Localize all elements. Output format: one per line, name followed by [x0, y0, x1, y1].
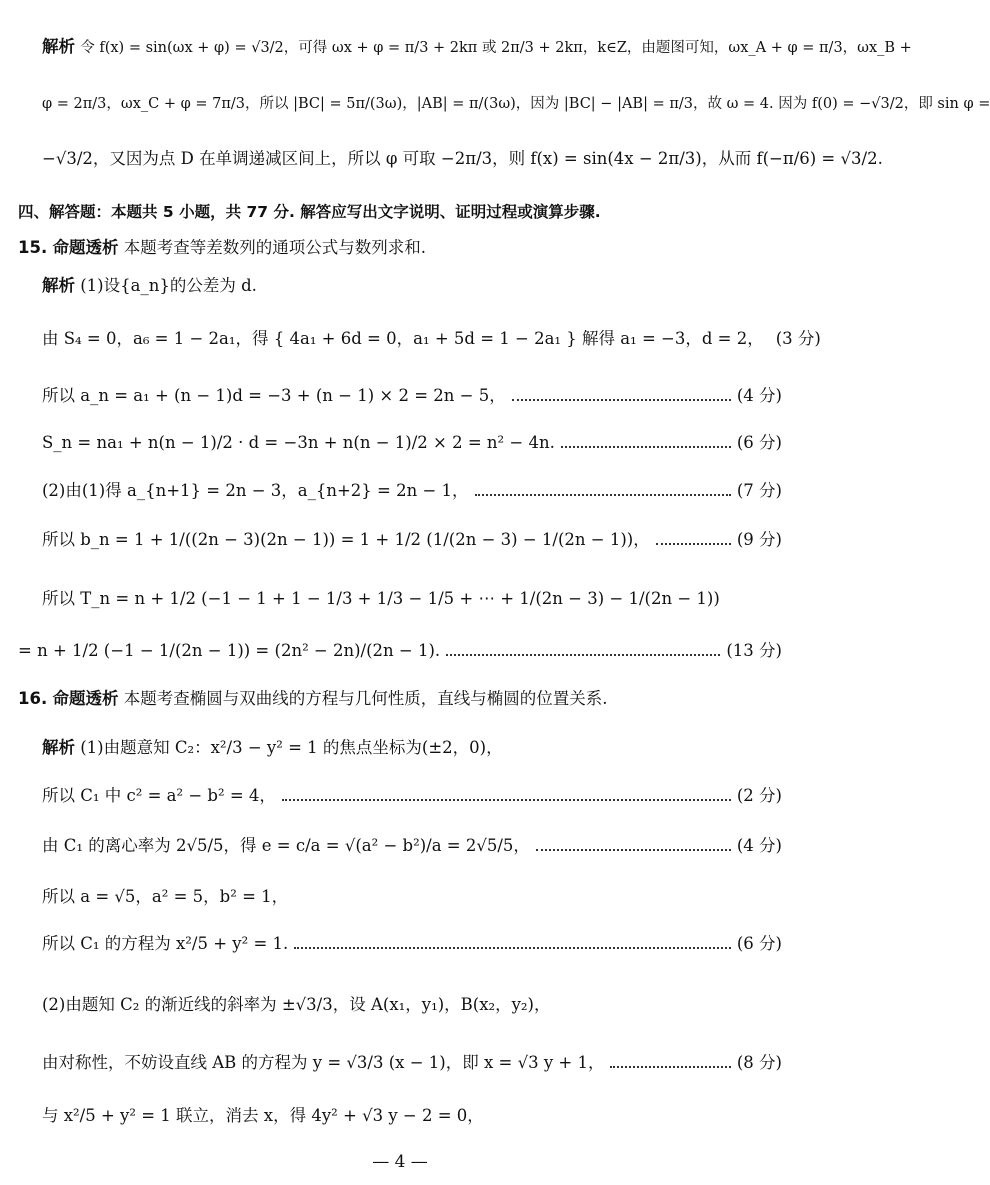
leader-dots	[561, 446, 731, 448]
q15-step-6	[42, 529, 782, 551]
q16-step-8-text: 与 x²/5 + y² = 1 联立，消去 x，得 4y² + √3 y − 2 = 0，	[42, 1106, 484, 1125]
q15-step-8-score: (13 分)	[726, 641, 782, 660]
leader-dots	[446, 654, 720, 656]
q15-step-6-score: (9 分)	[736, 530, 782, 549]
q15-step-7-text: 所以 T_n = n + 1/2 (−1 − 1 + 1 − 1/3 + 1/3 − 1/5 + ⋯ + 1/(2n − 3) − 1/(2n − 1))	[42, 589, 720, 608]
q15-step-2-score: (3 分)	[775, 329, 821, 348]
q16-jiexi-label: 解析	[42, 738, 75, 757]
q16-step-2-text: 所以 C₁ 中 c² = a² − b² = 4，	[42, 786, 276, 805]
leader-dots	[475, 494, 731, 496]
jiexi-label: 解析	[42, 37, 75, 56]
q15-step-4	[42, 432, 782, 454]
leader-dots	[536, 849, 731, 851]
q15-step-1	[42, 275, 782, 297]
section-heading-text: 四、解答题：本题共 5 小题，共 77 分. 解答应写出文字说明、证明过程或演算步骤.	[18, 203, 601, 221]
q16-tou-text: 本题考查椭圆与双曲线的方程与几何性质，直线与椭圆的位置关系.	[123, 689, 608, 708]
q16-step-5	[42, 933, 782, 955]
q15-step-8	[18, 640, 782, 662]
q15-step-5-score: (7 分)	[736, 481, 782, 500]
q16-step-2	[42, 785, 782, 807]
q15-step-2-text: 由 S₄ = 0，a₆ = 1 − 2a₁，得 { 4a₁ + 6d = 0，a₁ + 5d = 1 − 2a₁ } 解得 a₁ = −3，d = 2，	[42, 329, 764, 348]
q15-step-4-score: (6 分)	[736, 433, 782, 452]
q15-step-3	[42, 385, 782, 407]
p14-line-2	[42, 92, 990, 115]
q16-step-6	[42, 994, 782, 1016]
q15-step-7	[42, 588, 782, 610]
q16-step-4	[42, 886, 782, 908]
p14-text-3: −√3/2，又因为点 D 在单调递减区间上，所以 φ 可取 −2π/3，则 f(x) = sin(4x − 2π/3)，从而 f(−π/6) = √3/2.	[42, 149, 883, 168]
page-number: — 4 —	[372, 1152, 428, 1172]
leader-dots	[282, 799, 731, 801]
q15-step-4-text: S_n = na₁ + n(n − 1)/2 · d = −3n + n(n − 1)/2 × 2 = n² − 4n.	[42, 433, 555, 452]
q16-step-1	[42, 737, 782, 759]
leader-dots	[512, 399, 731, 401]
leader-dots	[656, 543, 731, 545]
q16-step-3	[42, 835, 782, 857]
q16-step-1-text: (1)由题意知 C₂：x²/3 − y² = 1 的焦点坐标为(±2，0)，	[80, 738, 503, 757]
p14-line-1	[42, 36, 912, 59]
q16-step-6-text: (2)由题知 C₂ 的渐近线的斜率为 ±√3/3，设 A(x₁，y₁)，B(x₂，y₂)，	[42, 995, 551, 1014]
p14-text-1: 令 f(x) = sin(ωx + φ) = √3/2，可得 ωx + φ = π/3 + 2kπ 或 2π/3 + 2kπ，k∈Z，由题图可知，ωx_A + φ = π/3，ωx_B +	[80, 40, 912, 56]
q15-tou-text: 本题考查等差数列的通项公式与数列求和.	[123, 238, 426, 257]
q16-step-5-score: (6 分)	[736, 934, 782, 953]
q15-step-6-text: 所以 b_n = 1 + 1/((2n − 3)(2n − 1)) = 1 + 1/2 (1/(2n − 3) − 1/(2n − 1))，	[42, 530, 650, 549]
q16-number: 16.	[18, 689, 48, 708]
q15-mingti-label: 命题透析	[52, 238, 119, 257]
q15-header	[18, 237, 782, 259]
q16-step-7-text: 由对称性，不妨设直线 AB 的方程为 y = √3/3 (x − 1)，即 x = √3 y + 1，	[42, 1053, 605, 1072]
q15-jiexi-label: 解析	[42, 276, 75, 295]
q15-step-5-text: (2)由(1)得 a_{n+1} = 2n − 3，a_{n+2} = 2n − 1，	[42, 481, 469, 500]
q15-step-2	[42, 328, 821, 350]
q15-step-5	[42, 480, 782, 502]
q16-step-3-score: (4 分)	[736, 836, 782, 855]
q16-header	[18, 688, 782, 710]
q15-step-1-text: (1)设{a_n}的公差为 d.	[80, 276, 257, 295]
q16-step-5-text: 所以 C₁ 的方程为 x²/5 + y² = 1.	[42, 934, 289, 953]
q16-step-4-text: 所以 a = √5，a² = 5，b² = 1，	[42, 887, 289, 906]
q16-step-8	[42, 1105, 782, 1127]
q16-step-7	[42, 1052, 782, 1074]
q15-step-3-score: (4 分)	[736, 386, 782, 405]
q16-step-3-text: 由 C₁ 的离心率为 2√5/5，得 e = c/a = √(a² − b²)/a = 2√5/5，	[42, 836, 530, 855]
p14-text-2: φ = 2π/3，ωx_C + φ = 7π/3，所以 |BC| = 5π/(3ω)，|AB| = π/(3ω)，因为 |BC| − |AB| = π/3，故 ω = 4. 因为 f(0) = −√3/2，即 sin φ =	[42, 96, 990, 112]
q15-step-3-text: 所以 a_n = a₁ + (n − 1)d = −3 + (n − 1) × 2 = 2n − 5，	[42, 386, 506, 405]
q16-step-2-score: (2 分)	[736, 786, 782, 805]
p14-line-3	[42, 148, 883, 170]
q15-number: 15.	[18, 238, 48, 257]
q16-step-7-score: (8 分)	[736, 1053, 782, 1072]
leader-dots	[610, 1066, 730, 1068]
q16-mingti-label: 命题透析	[52, 689, 119, 708]
q15-step-8-text: = n + 1/2 (−1 − 1/(2n − 1)) = (2n² − 2n)/(2n − 1).	[18, 641, 441, 660]
section-heading	[18, 201, 782, 223]
leader-dots	[294, 947, 731, 949]
